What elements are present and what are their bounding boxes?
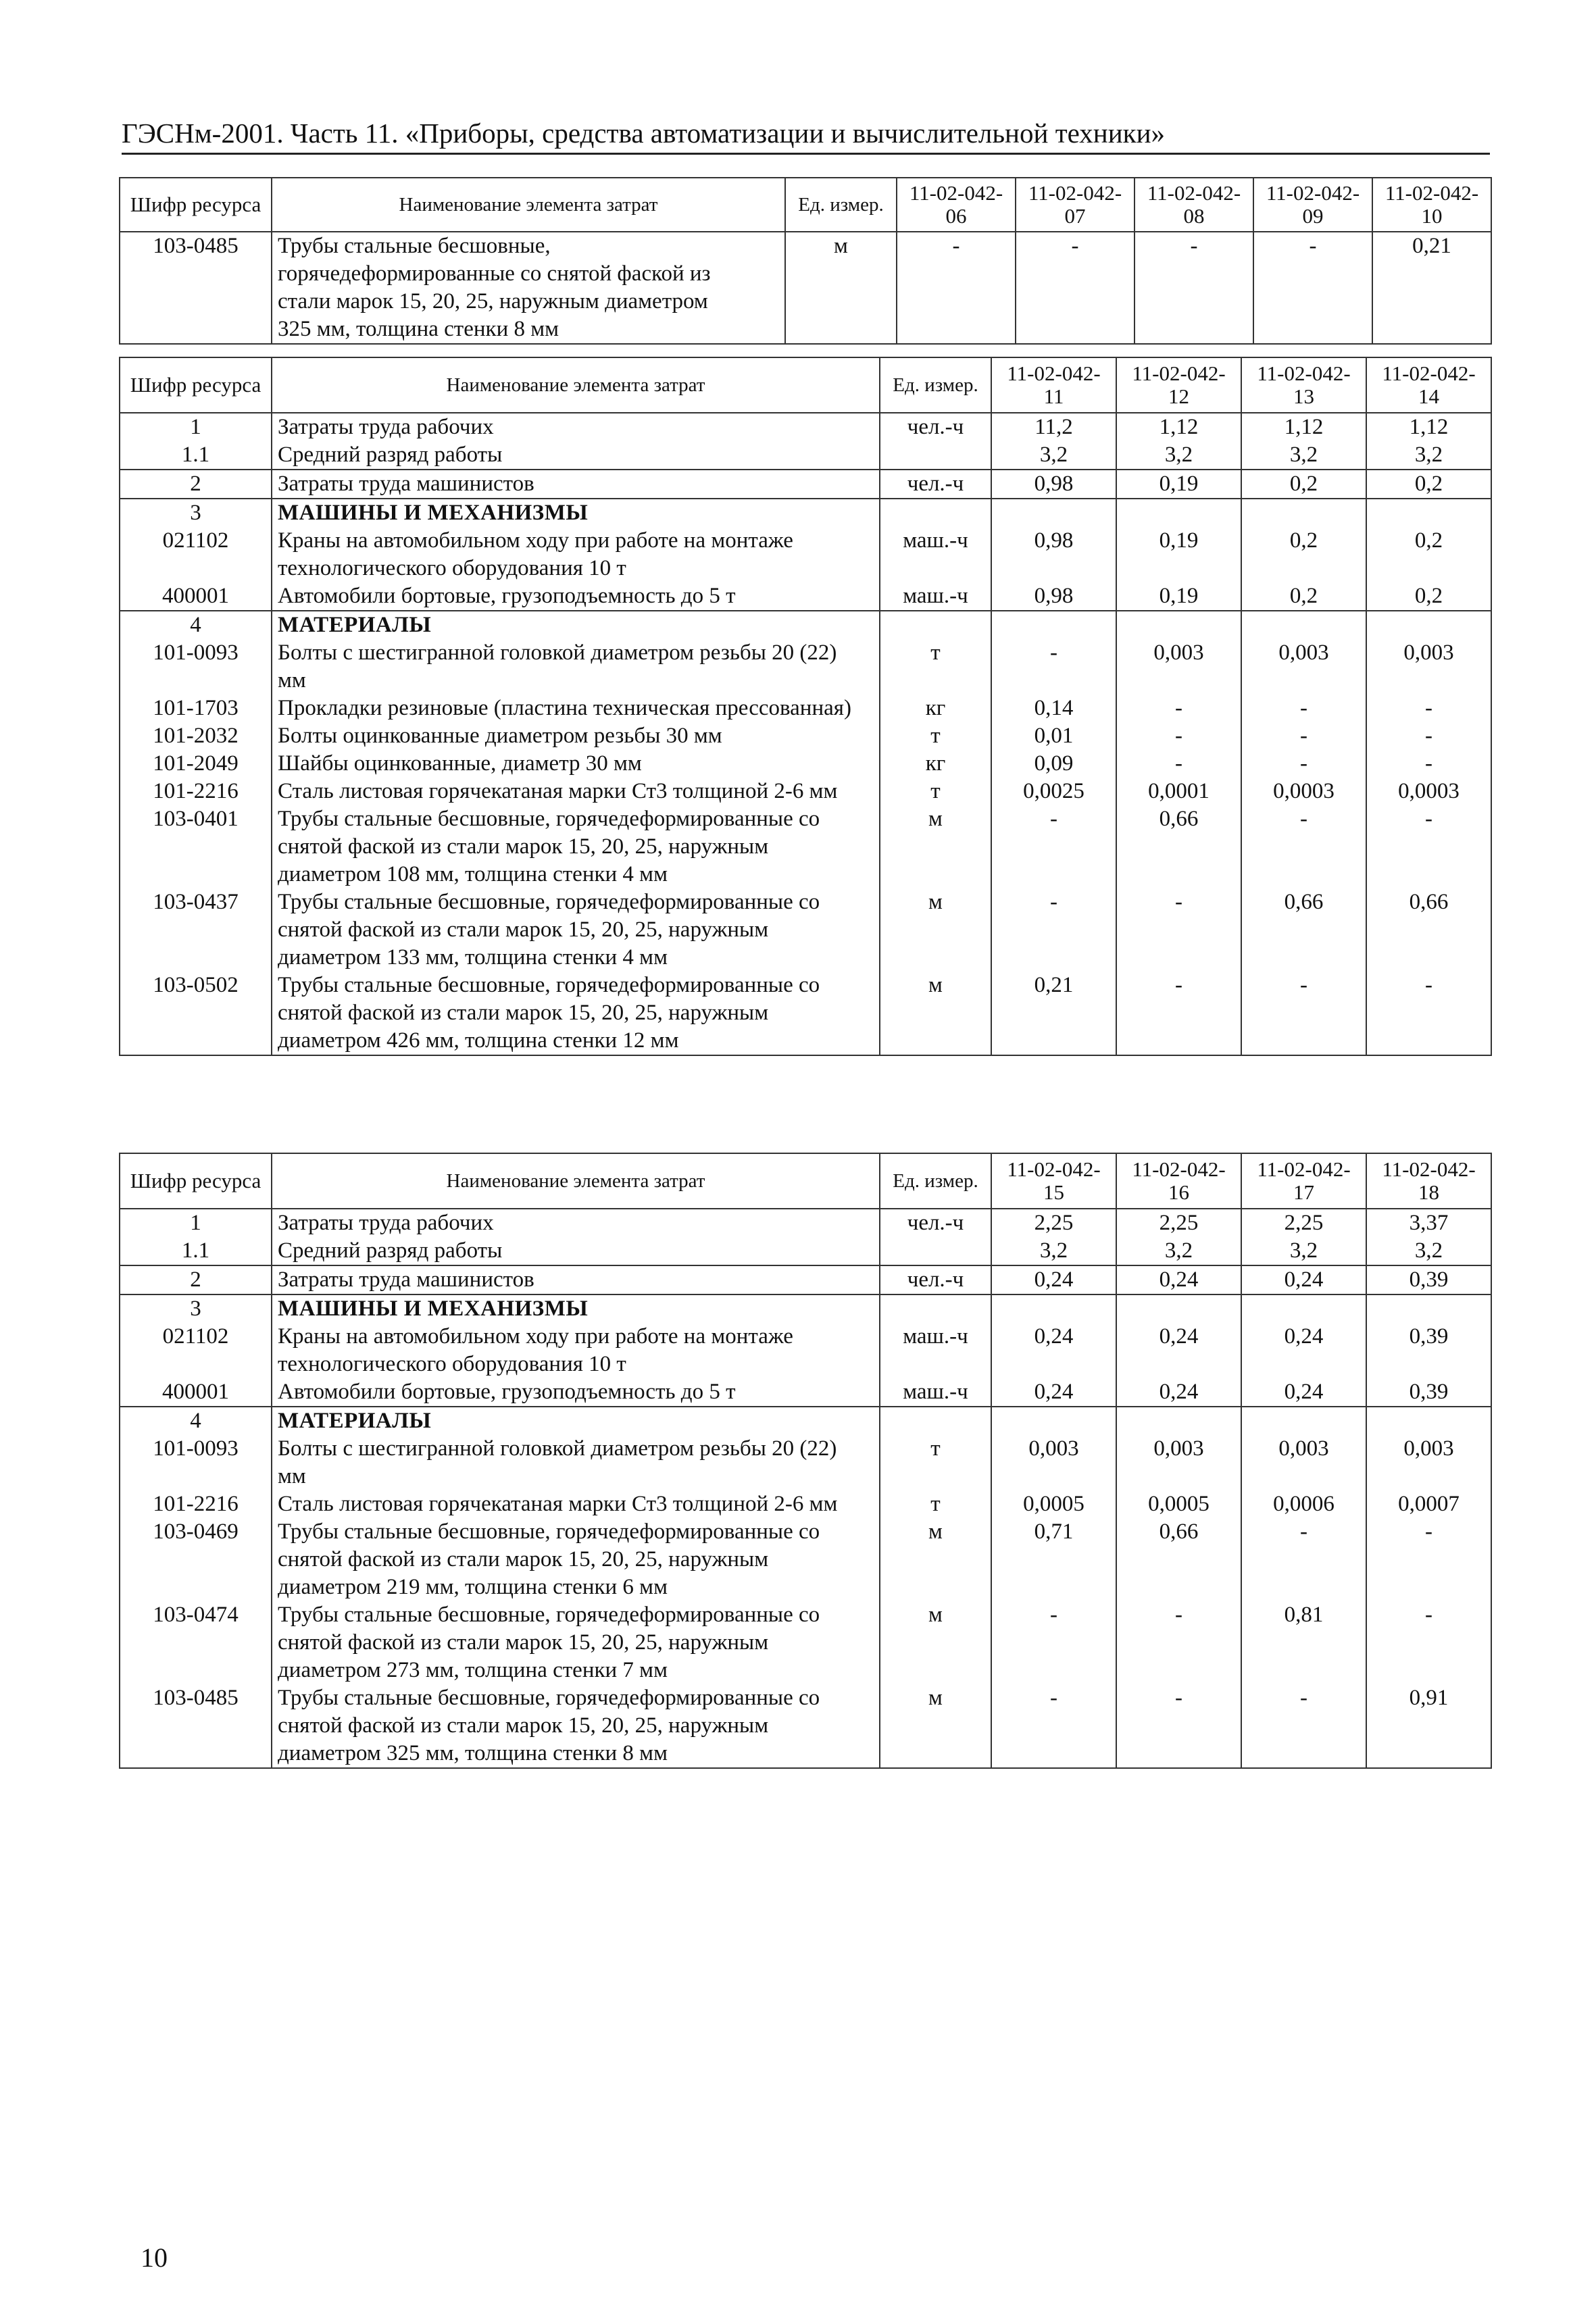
col-name-header: Наименование элемента затрат: [272, 357, 880, 413]
resource-unit: [880, 499, 991, 527]
resource-name: Затраты труда рабочих: [272, 1209, 880, 1237]
resource-unit: т: [880, 1435, 991, 1490]
resource-unit: [880, 1237, 991, 1265]
norm-value: 0,98: [991, 470, 1116, 499]
table-row: [120, 778, 1491, 805]
norm-value: -: [1116, 972, 1241, 1055]
resource-unit: м: [880, 1518, 991, 1601]
norm-value: -: [1016, 232, 1134, 344]
norm-value: -: [991, 805, 1116, 888]
header-rule: [122, 153, 1490, 155]
col-code-header: Шифр ресурса: [120, 357, 272, 413]
table-row: [120, 441, 1491, 470]
norm-value: 0,003: [1241, 1435, 1366, 1490]
table-row: [120, 972, 1491, 1055]
resource-unit: т: [880, 639, 991, 695]
resource-unit: чел.-ч: [880, 413, 991, 441]
resource-unit: [880, 1294, 991, 1323]
norm-value: 0,66: [1366, 888, 1491, 972]
table-row: [120, 888, 1491, 972]
resource-name: Болты оцинкованные диаметром резьбы 30 мм: [272, 722, 880, 750]
norm-value: [991, 499, 1116, 527]
norm-value: 0,19: [1116, 582, 1241, 611]
resource-name: Шайбы оцинкованные, диаметр 30 мм: [272, 750, 880, 778]
norm-value: -: [1116, 695, 1241, 722]
norm-value: 0,0007: [1366, 1490, 1491, 1518]
resource-code: 2: [120, 470, 272, 499]
norm-value: 2,25: [991, 1209, 1116, 1237]
resource-name: Прокладки резиновые (пластина техническая прессованная): [272, 695, 880, 722]
norm-header: 11-02-042-07: [1016, 178, 1134, 232]
norm-value: 0,91: [1366, 1684, 1491, 1768]
norm-header: 11-02-042-13: [1241, 357, 1366, 413]
resource-code: 400001: [120, 582, 272, 611]
norm-header: 11-02-042-17: [1241, 1153, 1366, 1209]
page-number: 10: [141, 2242, 168, 2273]
resource-name: Трубы стальные бесшовные, горячедеформированные со снятой фаской из стали марок 15, 20, 25, наружным диаметром 426 мм, толщина стенки 12 мм: [272, 972, 880, 1055]
norm-value: -: [991, 1684, 1116, 1768]
norm-value: 0,24: [1116, 1378, 1241, 1407]
norm-header: 11-02-042-16: [1116, 1153, 1241, 1209]
resource-name: Автомобили бортовые, грузоподъемность до 5 т: [272, 1378, 880, 1407]
resource-unit: т: [880, 722, 991, 750]
norm-value: 0,19: [1116, 470, 1241, 499]
table-row: [120, 582, 1491, 611]
norm-value: -: [1366, 805, 1491, 888]
col-code-header: Шифр ресурса: [120, 1153, 272, 1209]
resource-name: Трубы стальные бесшовные, горячедеформированные со снятой фаской из стали марок 15, 20, 25, наружным диаметром 325 мм, толщина стенки 8 мм: [272, 1684, 880, 1768]
resource-code: 1.1: [120, 1237, 272, 1265]
resource-code: 101-2032: [120, 722, 272, 750]
norm-value: 0,0025: [991, 778, 1116, 805]
resource-code: 101-1703: [120, 695, 272, 722]
resource-code: 3: [120, 1294, 272, 1323]
table-row: [120, 695, 1491, 722]
resource-code: 021102: [120, 1323, 272, 1378]
norm-value: 2,25: [1241, 1209, 1366, 1237]
norm-table-15-18: [119, 1153, 1492, 1769]
resource-unit: м: [880, 805, 991, 888]
resource-unit: [880, 441, 991, 470]
norm-value: 3,2: [1366, 441, 1491, 470]
resource-unit: чел.-ч: [880, 1209, 991, 1237]
norm-header: 11-02-042-06: [897, 178, 1016, 232]
norm-value: 0,81: [1241, 1601, 1366, 1684]
resource-name: Автомобили бортовые, грузоподъемность до 5 т: [272, 582, 880, 611]
norm-value: 0,003: [1241, 639, 1366, 695]
norm-value: 0,0005: [991, 1490, 1116, 1518]
norm-value: 0,98: [991, 527, 1116, 582]
resource-code: 4: [120, 611, 272, 639]
norm-value: 0,2: [1366, 582, 1491, 611]
norm-value: 3,37: [1366, 1209, 1491, 1237]
table-row: [120, 470, 1491, 499]
norm-value: 0,003: [991, 1435, 1116, 1490]
norm-value: 3,2: [1366, 1237, 1491, 1265]
resource-unit: кг: [880, 695, 991, 722]
norm-value: 0,19: [1116, 527, 1241, 582]
resource-unit: [880, 611, 991, 639]
resource-name: Сталь листовая горячекатаная марки Ст3 толщиной 2-6 мм: [272, 1490, 880, 1518]
table-row: [120, 611, 1491, 639]
table-row: [120, 1518, 1491, 1601]
norm-value: [1366, 1407, 1491, 1435]
resource-unit: чел.-ч: [880, 1265, 991, 1294]
norm-header: 11-02-042-12: [1116, 357, 1241, 413]
table-row: [120, 232, 1491, 344]
norm-header: 11-02-042-08: [1134, 178, 1253, 232]
norm-value: [1116, 1407, 1241, 1435]
norm-value: -: [1116, 722, 1241, 750]
norm-value: -: [1366, 750, 1491, 778]
resource-name: Краны на автомобильном ходу при работе на монтаже технологического оборудования 10 т: [272, 527, 880, 582]
norm-value: 0,0001: [1116, 778, 1241, 805]
resource-name: Трубы стальные бесшовные, горячедеформированные со снятой фаской из стали марок 15, 20, 25, наружным диаметром 219 мм, толщина стенки 6 мм: [272, 1518, 880, 1601]
table-row: [120, 1323, 1491, 1378]
norm-value: -: [897, 232, 1016, 344]
resource-name: Сталь листовая горячекатаная марки Ст3 толщиной 2-6 мм: [272, 778, 880, 805]
resource-code: 101-0093: [120, 639, 272, 695]
resource-unit: маш.-ч: [880, 582, 991, 611]
resource-name: Затраты труда машинистов: [272, 1265, 880, 1294]
resource-name: Трубы стальные бесшовные, горячедеформированные со снятой фаской из стали марок 15, 20, 25, наружным диаметром 273 мм, толщина стенки 7 мм: [272, 1601, 880, 1684]
norm-value: -: [1253, 232, 1372, 344]
norm-value: [991, 611, 1116, 639]
resource-unit: м: [880, 1601, 991, 1684]
resource-unit: [880, 1407, 991, 1435]
norm-value: -: [1366, 695, 1491, 722]
table-row: [120, 1407, 1491, 1435]
norm-value: 0,0003: [1366, 778, 1491, 805]
norm-value: -: [991, 888, 1116, 972]
norm-value: 0,24: [991, 1378, 1116, 1407]
norm-value: -: [1241, 805, 1366, 888]
norm-value: -: [1134, 232, 1253, 344]
resource-name: Средний разряд работы: [272, 441, 880, 470]
resource-name: Болты с шестигранной головкой диаметром резьбы 20 (22) мм: [272, 639, 880, 695]
norm-value: 0,2: [1241, 470, 1366, 499]
norm-value: 0,003: [1116, 639, 1241, 695]
norm-value: [1241, 499, 1366, 527]
resource-code: 103-0502: [120, 972, 272, 1055]
norm-value: 0,24: [1116, 1265, 1241, 1294]
col-code-header: Шифр ресурса: [120, 178, 272, 232]
norm-value: 11,2: [991, 413, 1116, 441]
norm-header: 11-02-042-18: [1366, 1153, 1491, 1209]
norm-value: -: [1116, 1684, 1241, 1768]
norm-value: -: [1241, 972, 1366, 1055]
resource-name: Трубы стальные бесшовные, горячедеформированные со снятой фаской из стали марок 15, 20, 25, наружным диаметром 133 мм, толщина стенки 4 мм: [272, 888, 880, 972]
norm-value: 1,12: [1116, 413, 1241, 441]
norm-value: -: [1366, 1518, 1491, 1601]
norm-value: 0,24: [1116, 1323, 1241, 1378]
resource-code: 103-0485: [120, 232, 272, 344]
norm-value: -: [1116, 1601, 1241, 1684]
resource-code: 103-0474: [120, 1601, 272, 1684]
table-row: [120, 805, 1491, 888]
resource-code: 3: [120, 499, 272, 527]
resource-unit: м: [880, 972, 991, 1055]
norm-value: 2,25: [1116, 1209, 1241, 1237]
norm-value: 0,66: [1241, 888, 1366, 972]
norm-value: [991, 1407, 1116, 1435]
norm-value: 3,2: [991, 441, 1116, 470]
norm-value: -: [1241, 750, 1366, 778]
resource-unit: маш.-ч: [880, 527, 991, 582]
norm-header: 11-02-042-09: [1253, 178, 1372, 232]
norm-value: -: [1241, 1684, 1366, 1768]
norm-value: -: [1241, 722, 1366, 750]
resource-unit: кг: [880, 750, 991, 778]
table-row: [120, 1237, 1491, 1265]
section-title: МАТЕРИАЛЫ: [272, 1407, 880, 1435]
norm-value: 3,2: [991, 1237, 1116, 1265]
norm-value: 0,24: [991, 1265, 1116, 1294]
norm-value: 0,39: [1366, 1265, 1491, 1294]
resource-code: 103-0485: [120, 1684, 272, 1768]
norm-value: -: [1116, 750, 1241, 778]
resource-unit: м: [880, 1684, 991, 1768]
norm-value: 0,0006: [1241, 1490, 1366, 1518]
norm-value: -: [991, 639, 1116, 695]
norm-value: [991, 1294, 1116, 1323]
col-name-header: Наименование элемента затрат: [272, 1153, 880, 1209]
norm-value: [1366, 611, 1491, 639]
norm-value: 0,71: [991, 1518, 1116, 1601]
norm-value: [1116, 1294, 1241, 1323]
norm-value: 0,003: [1116, 1435, 1241, 1490]
norm-value: [1241, 1407, 1366, 1435]
norm-header: 11-02-042-15: [991, 1153, 1116, 1209]
resource-unit: маш.-ч: [880, 1323, 991, 1378]
norm-value: 0,24: [1241, 1265, 1366, 1294]
norm-value: -: [1366, 972, 1491, 1055]
norm-value: 0,003: [1366, 639, 1491, 695]
norm-value: -: [1366, 722, 1491, 750]
norm-value: 0,14: [991, 695, 1116, 722]
norm-value: 0,2: [1366, 470, 1491, 499]
table-row: [120, 1490, 1491, 1518]
resource-name: Трубы стальные бесшовные, горячедеформированные со снятой фаской из стали марок 15, 20, 25, наружным диаметром 108 мм, толщина стенки 4 мм: [272, 805, 880, 888]
norm-value: -: [1116, 888, 1241, 972]
table-row: [120, 1378, 1491, 1407]
norm-value: 0,39: [1366, 1323, 1491, 1378]
resource-code: 101-2216: [120, 1490, 272, 1518]
table-row: [120, 499, 1491, 527]
norm-value: -: [991, 1601, 1116, 1684]
norm-value: 0,2: [1366, 527, 1491, 582]
norm-value: 0,24: [991, 1323, 1116, 1378]
table-row: [120, 1601, 1491, 1684]
resource-name: Болты с шестигранной головкой диаметром резьбы 20 (22) мм: [272, 1435, 880, 1490]
resource-code: 103-0469: [120, 1518, 272, 1601]
norm-value: 0,24: [1241, 1323, 1366, 1378]
norm-value: [1116, 611, 1241, 639]
resource-name: Трубы стальные бесшовные, горячедеформированные со снятой фаской из стали марок 15, 20, 25, наружным диаметром 325 мм, толщина стенки 8 мм: [272, 232, 785, 344]
norm-value: 0,98: [991, 582, 1116, 611]
resource-unit: м: [880, 888, 991, 972]
table-row: [120, 527, 1491, 582]
norm-value: 0,003: [1366, 1435, 1491, 1490]
norm-value: [1241, 1294, 1366, 1323]
resource-unit: чел.-ч: [880, 470, 991, 499]
resource-code: 1: [120, 413, 272, 441]
norm-table-11-14: [119, 357, 1492, 1056]
norm-value: 0,66: [1116, 805, 1241, 888]
table-row: [120, 1265, 1491, 1294]
resource-code: 101-2049: [120, 750, 272, 778]
resource-name: Краны на автомобильном ходу при работе на монтаже технологического оборудования 10 т: [272, 1323, 880, 1378]
page-header: ГЭСНм-2001. Часть 11. «Приборы, средства автоматизации и вычислительной техники»: [122, 118, 1166, 149]
norm-value: 3,2: [1241, 441, 1366, 470]
norm-value: 3,2: [1116, 441, 1241, 470]
table-row: [120, 1435, 1491, 1490]
norm-header: 11-02-042-14: [1366, 357, 1491, 413]
norm-value: [1366, 499, 1491, 527]
table-row: [120, 413, 1491, 441]
norm-value: 3,2: [1241, 1237, 1366, 1265]
norm-value: 0,2: [1241, 527, 1366, 582]
norm-value: [1366, 1294, 1491, 1323]
resource-unit: т: [880, 1490, 991, 1518]
norm-value: 3,2: [1116, 1237, 1241, 1265]
table-row: [120, 722, 1491, 750]
table-row: [120, 1294, 1491, 1323]
norm-value: -: [1241, 695, 1366, 722]
resource-unit: маш.-ч: [880, 1378, 991, 1407]
norm-value: 0,2: [1241, 582, 1366, 611]
norm-value: 0,21: [991, 972, 1116, 1055]
col-unit-header: Ед. измер.: [880, 1153, 991, 1209]
norm-value: [1116, 499, 1241, 527]
norm-value: -: [1241, 1518, 1366, 1601]
norm-value: 0,0005: [1116, 1490, 1241, 1518]
resource-code: 2: [120, 1265, 272, 1294]
table-row: [120, 639, 1491, 695]
col-name-header: Наименование элемента затрат: [272, 178, 785, 232]
resource-unit: т: [880, 778, 991, 805]
col-unit-header: Ед. измер.: [785, 178, 897, 232]
norm-value: 0,09: [991, 750, 1116, 778]
resource-code: 101-2216: [120, 778, 272, 805]
resource-name: Затраты труда рабочих: [272, 413, 880, 441]
resource-name: Средний разряд работы: [272, 1237, 880, 1265]
resource-code: 103-0401: [120, 805, 272, 888]
norm-header: 11-02-042-11: [991, 357, 1116, 413]
section-title: МАШИНЫ И МЕХАНИЗМЫ: [272, 499, 880, 527]
norm-header: 11-02-042-10: [1372, 178, 1491, 232]
table-row: [120, 750, 1491, 778]
norm-value: 1,12: [1241, 413, 1366, 441]
resource-unit: м: [785, 232, 897, 344]
norm-value: 0,39: [1366, 1378, 1491, 1407]
norm-value: 0,66: [1116, 1518, 1241, 1601]
norm-value: 1,12: [1366, 413, 1491, 441]
table-row: [120, 1684, 1491, 1768]
resource-code: 101-0093: [120, 1435, 272, 1490]
norm-value: -: [1366, 1601, 1491, 1684]
section-title: МАТЕРИАЛЫ: [272, 611, 880, 639]
table-row: [120, 1209, 1491, 1237]
resource-code: 4: [120, 1407, 272, 1435]
resource-code: 1: [120, 1209, 272, 1237]
norm-value: [1241, 611, 1366, 639]
resource-code: 021102: [120, 527, 272, 582]
resource-name: Затраты труда машинистов: [272, 470, 880, 499]
norm-value: 0,24: [1241, 1378, 1366, 1407]
resource-code: 103-0437: [120, 888, 272, 972]
section-title: МАШИНЫ И МЕХАНИЗМЫ: [272, 1294, 880, 1323]
norm-value: 0,01: [991, 722, 1116, 750]
col-unit-header: Ед. измер.: [880, 357, 991, 413]
resource-code: 400001: [120, 1378, 272, 1407]
norm-value: 0,21: [1372, 232, 1491, 344]
norm-table-06-10: [119, 177, 1492, 345]
resource-code: 1.1: [120, 441, 272, 470]
norm-value: 0,0003: [1241, 778, 1366, 805]
